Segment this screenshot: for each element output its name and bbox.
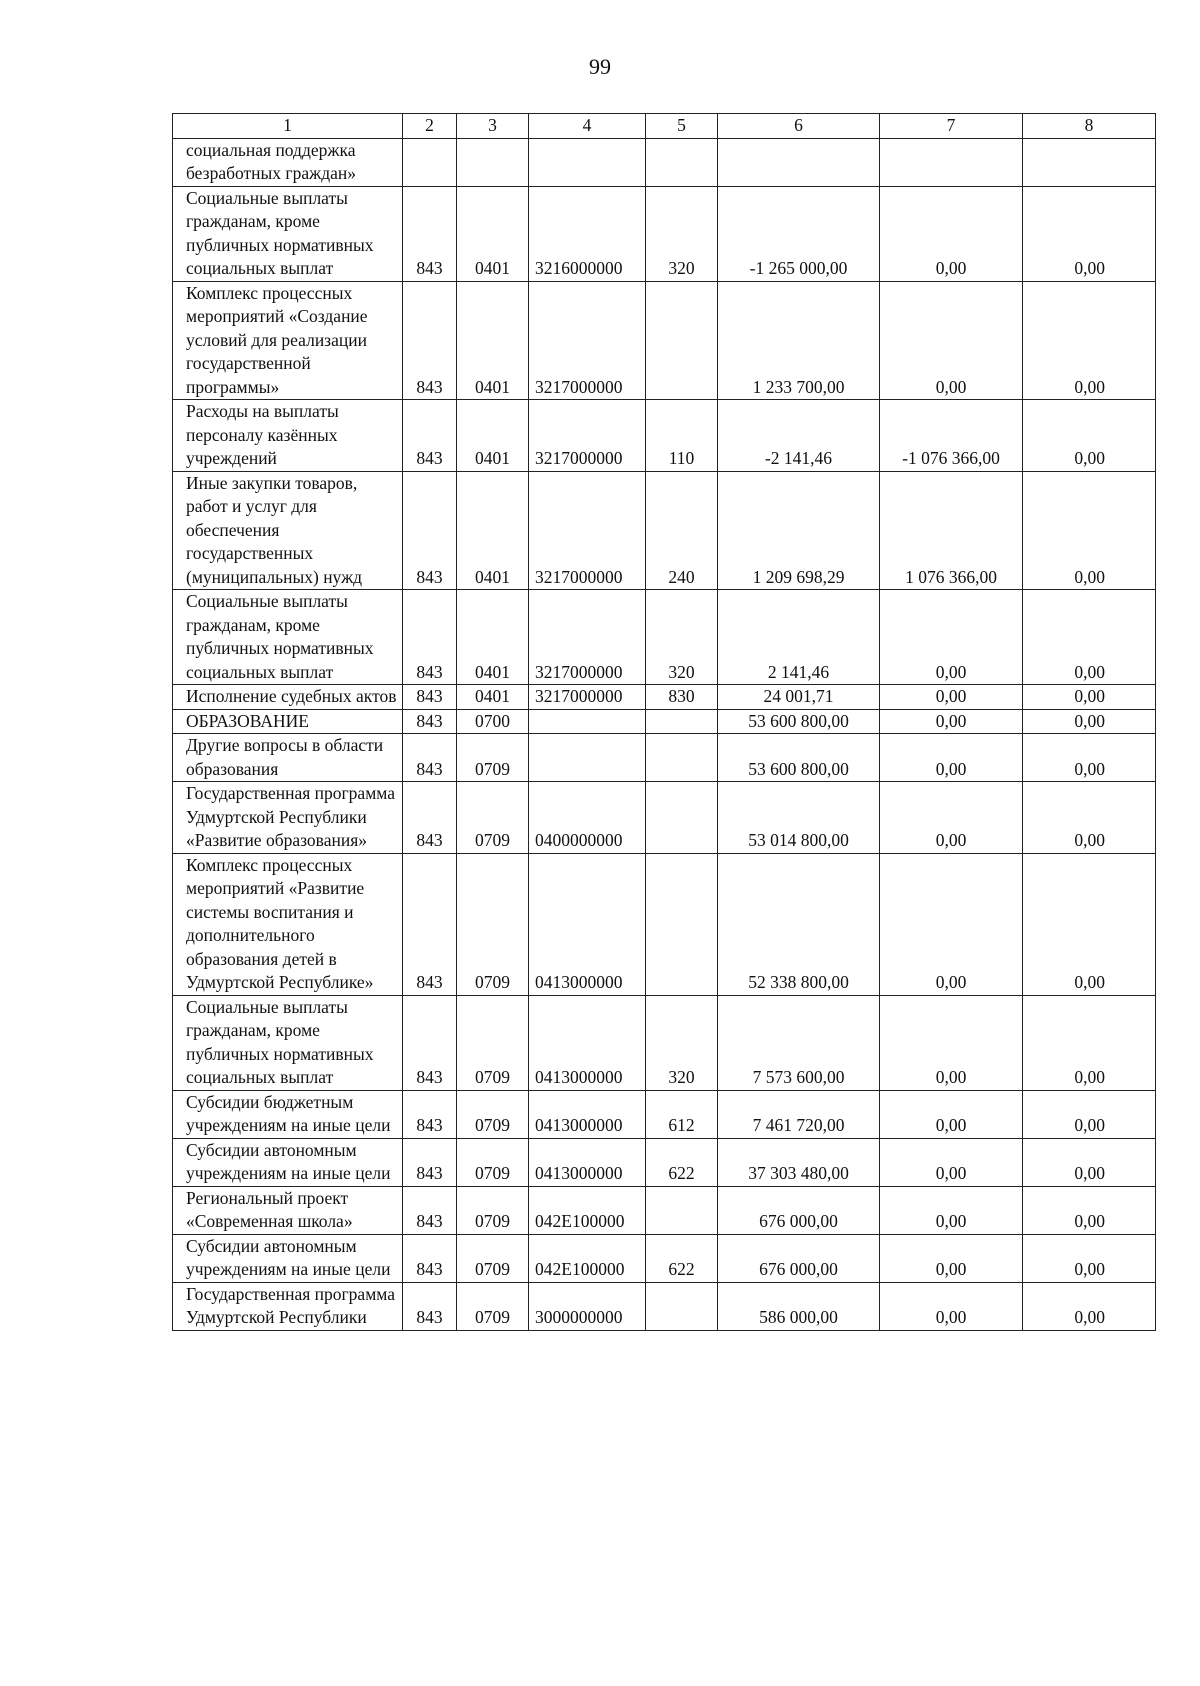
amount-column-6: -2 141,46 [718, 400, 880, 472]
target-article-code: 3000000000 [529, 1282, 646, 1330]
target-article-code: 3217000000 [529, 281, 646, 400]
amount-column-7: 0,00 [880, 734, 1023, 782]
table-row [173, 709, 1156, 734]
table-row [173, 1234, 1156, 1282]
budget-table [172, 113, 1156, 1331]
column-number: 8 [1023, 114, 1156, 139]
amount-column-7: 0,00 [880, 995, 1023, 1090]
admin-code [403, 138, 457, 186]
amount-column-6: 2 141,46 [718, 590, 880, 685]
row-name: Социальные выплаты гражданам, кроме публичных нормативных социальных выплат [173, 186, 403, 281]
column-number: 3 [457, 114, 529, 139]
admin-code: 843 [403, 853, 457, 995]
section-code: 0401 [457, 685, 529, 710]
section-code: 0709 [457, 995, 529, 1090]
table-body [173, 138, 1156, 1330]
amount-column-8: 0,00 [1023, 1090, 1156, 1138]
section-code: 0709 [457, 1090, 529, 1138]
admin-code: 843 [403, 1138, 457, 1186]
row-name: Субсидии автономным учреждениям на иные цели [173, 1138, 403, 1186]
amount-column-7: 0,00 [880, 1138, 1023, 1186]
target-article-code: 042E100000 [529, 1234, 646, 1282]
admin-code: 843 [403, 590, 457, 685]
section-code [457, 138, 529, 186]
amount-column-6: 24 001,71 [718, 685, 880, 710]
section-code: 0401 [457, 471, 529, 590]
admin-code: 843 [403, 734, 457, 782]
amount-column-8: 0,00 [1023, 782, 1156, 854]
amount-column-6: 53 014 800,00 [718, 782, 880, 854]
target-article-code: 0413000000 [529, 853, 646, 995]
target-article-code: 3216000000 [529, 186, 646, 281]
table-header [173, 114, 1156, 139]
row-name: Другие вопросы в области образования [173, 734, 403, 782]
target-article-code [529, 734, 646, 782]
amount-column-8: 0,00 [1023, 1282, 1156, 1330]
row-name: Государственная программа Удмуртской Республики [173, 1282, 403, 1330]
section-code: 0709 [457, 853, 529, 995]
target-article-code: 0413000000 [529, 995, 646, 1090]
table-row [173, 685, 1156, 710]
admin-code: 843 [403, 471, 457, 590]
amount-column-8: 0,00 [1023, 400, 1156, 472]
amount-column-6: 676 000,00 [718, 1234, 880, 1282]
admin-code: 843 [403, 400, 457, 472]
amount-column-6: 52 338 800,00 [718, 853, 880, 995]
amount-column-7: 0,00 [880, 1090, 1023, 1138]
amount-column-8: 0,00 [1023, 471, 1156, 590]
amount-column-7: 1 076 366,00 [880, 471, 1023, 590]
page-number: 99 [589, 54, 611, 79]
admin-code: 843 [403, 1234, 457, 1282]
admin-code: 843 [403, 1090, 457, 1138]
expense-type-code: 240 [646, 471, 718, 590]
target-article-code: 3217000000 [529, 400, 646, 472]
amount-column-8: 0,00 [1023, 1138, 1156, 1186]
amount-column-8: 0,00 [1023, 1186, 1156, 1234]
table-row [173, 590, 1156, 685]
expense-type-code: 320 [646, 186, 718, 281]
target-article-code: 0400000000 [529, 782, 646, 854]
column-number: 4 [529, 114, 646, 139]
amount-column-8 [1023, 138, 1156, 186]
expense-type-code [646, 1282, 718, 1330]
row-name: Субсидии автономным учреждениям на иные цели [173, 1234, 403, 1282]
section-code: 0700 [457, 709, 529, 734]
section-code: 0401 [457, 400, 529, 472]
section-code: 0709 [457, 1234, 529, 1282]
amount-column-7: 0,00 [880, 853, 1023, 995]
table-row [173, 400, 1156, 472]
table-row [173, 1090, 1156, 1138]
row-name: ОБРАЗОВАНИЕ [173, 709, 403, 734]
column-number: 1 [173, 114, 403, 139]
row-name: Расходы на выплаты персоналу казённых учреждений [173, 400, 403, 472]
table-row [173, 281, 1156, 400]
section-code: 0709 [457, 1282, 529, 1330]
table-row [173, 1282, 1156, 1330]
column-number: 6 [718, 114, 880, 139]
amount-column-8: 0,00 [1023, 186, 1156, 281]
admin-code: 843 [403, 709, 457, 734]
amount-column-6: 53 600 800,00 [718, 709, 880, 734]
amount-column-8: 0,00 [1023, 709, 1156, 734]
row-name: Социальные выплаты гражданам, кроме публичных нормативных социальных выплат [173, 995, 403, 1090]
amount-column-6: 37 303 480,00 [718, 1138, 880, 1186]
amount-column-6: 586 000,00 [718, 1282, 880, 1330]
admin-code: 843 [403, 782, 457, 854]
amount-column-7: 0,00 [880, 281, 1023, 400]
amount-column-7: 0,00 [880, 782, 1023, 854]
section-code: 0709 [457, 1186, 529, 1234]
amount-column-7: 0,00 [880, 1234, 1023, 1282]
row-name: Исполнение судебных актов [173, 685, 403, 710]
amount-column-7 [880, 138, 1023, 186]
table-row [173, 782, 1156, 854]
expense-type-code [646, 782, 718, 854]
target-article-code [529, 138, 646, 186]
row-name: Иные закупки товаров, работ и услуг для обеспечения государственных (муниципальных) нужд [173, 471, 403, 590]
row-name: Региональный проект «Современная школа» [173, 1186, 403, 1234]
table-row [173, 1186, 1156, 1234]
amount-column-8: 0,00 [1023, 281, 1156, 400]
expense-type-code [646, 138, 718, 186]
row-name: Комплекс процессных мероприятий «Развитие системы воспитания и дополнительного образования детей в Удмуртской Республике» [173, 853, 403, 995]
expense-type-code: 830 [646, 685, 718, 710]
table-row [173, 1138, 1156, 1186]
amount-column-8: 0,00 [1023, 590, 1156, 685]
column-number: 7 [880, 114, 1023, 139]
target-article-code: 0413000000 [529, 1090, 646, 1138]
amount-column-6: 1 209 698,29 [718, 471, 880, 590]
amount-column-8: 0,00 [1023, 995, 1156, 1090]
row-name: социальная поддержка безработных граждан» [173, 138, 403, 186]
admin-code: 843 [403, 1282, 457, 1330]
amount-column-8: 0,00 [1023, 734, 1156, 782]
table-row [173, 186, 1156, 281]
amount-column-7: 0,00 [880, 590, 1023, 685]
table-row [173, 853, 1156, 995]
expense-type-code [646, 853, 718, 995]
amount-column-7: 0,00 [880, 1186, 1023, 1234]
expense-type-code: 320 [646, 590, 718, 685]
amount-column-8: 0,00 [1023, 1234, 1156, 1282]
row-name: Субсидии бюджетным учреждениям на иные цели [173, 1090, 403, 1138]
amount-column-6: 53 600 800,00 [718, 734, 880, 782]
table-row [173, 734, 1156, 782]
section-code: 0401 [457, 186, 529, 281]
expense-type-code [646, 281, 718, 400]
admin-code: 843 [403, 281, 457, 400]
amount-column-7: 0,00 [880, 1282, 1023, 1330]
section-code: 0709 [457, 734, 529, 782]
amount-column-6: 1 233 700,00 [718, 281, 880, 400]
expense-type-code [646, 1186, 718, 1234]
section-code: 0709 [457, 782, 529, 854]
table-row [173, 471, 1156, 590]
amount-column-7: 0,00 [880, 685, 1023, 710]
row-name: Социальные выплаты гражданам, кроме публичных нормативных социальных выплат [173, 590, 403, 685]
amount-column-7: 0,00 [880, 709, 1023, 734]
amount-column-7: 0,00 [880, 186, 1023, 281]
amount-column-6 [718, 138, 880, 186]
amount-column-8: 0,00 [1023, 853, 1156, 995]
target-article-code [529, 709, 646, 734]
table-row [173, 138, 1156, 186]
amount-column-7: -1 076 366,00 [880, 400, 1023, 472]
row-name: Комплекс процессных мероприятий «Создание условий для реализации государственной программы» [173, 281, 403, 400]
expense-type-code: 320 [646, 995, 718, 1090]
table-row [173, 995, 1156, 1090]
column-number: 5 [646, 114, 718, 139]
column-number-row [173, 114, 1156, 139]
amount-column-8: 0,00 [1023, 685, 1156, 710]
section-code: 0709 [457, 1138, 529, 1186]
target-article-code: 3217000000 [529, 471, 646, 590]
target-article-code: 042E100000 [529, 1186, 646, 1234]
admin-code: 843 [403, 186, 457, 281]
expense-type-code: 622 [646, 1138, 718, 1186]
expense-type-code: 612 [646, 1090, 718, 1138]
amount-column-6: 7 573 600,00 [718, 995, 880, 1090]
expense-type-code: 622 [646, 1234, 718, 1282]
column-number: 2 [403, 114, 457, 139]
admin-code: 843 [403, 1186, 457, 1234]
section-code: 0401 [457, 281, 529, 400]
target-article-code: 0413000000 [529, 1138, 646, 1186]
amount-column-6: -1 265 000,00 [718, 186, 880, 281]
section-code: 0401 [457, 590, 529, 685]
amount-column-6: 676 000,00 [718, 1186, 880, 1234]
expense-type-code: 110 [646, 400, 718, 472]
expense-type-code [646, 734, 718, 782]
row-name: Государственная программа Удмуртской Республики «Развитие образования» [173, 782, 403, 854]
amount-column-6: 7 461 720,00 [718, 1090, 880, 1138]
target-article-code: 3217000000 [529, 685, 646, 710]
target-article-code: 3217000000 [529, 590, 646, 685]
admin-code: 843 [403, 685, 457, 710]
admin-code: 843 [403, 995, 457, 1090]
expense-type-code [646, 709, 718, 734]
